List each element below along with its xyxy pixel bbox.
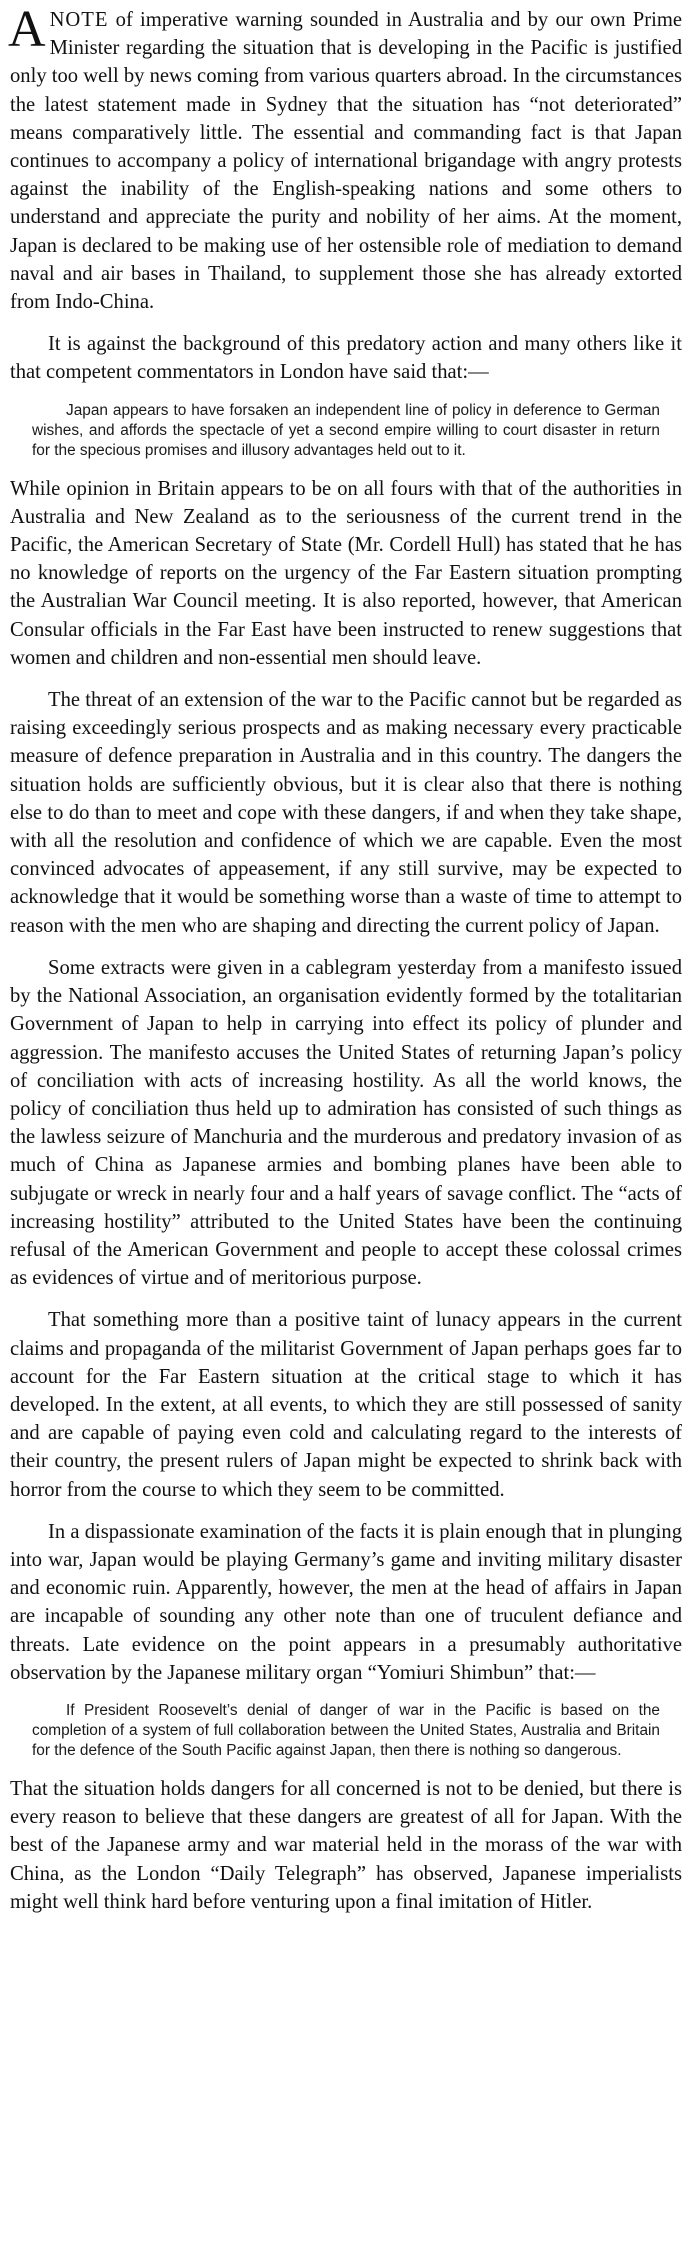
paragraph-1: [8, 1, 682, 316]
article-column: [8, 1, 682, 1930]
paragraph-3: While opinion in Britain appears to be on all fours with that of the authorities in Australia and New Zealand as to the seriousness of the current trend in the Pacific, the American Secretary of State (Mr. Cordell Hull) has stated that he has no knowledge of reports on the urgency of the Far Eastern situation prompting the Australian War Council meeting. It is also reported, however, that American Consular officials in the Far East have been instructed to renew suggestions that women and children and non-essential men should leave.: [10, 477, 682, 669]
paragraph-5: Some extracts were given in a cablegram yesterday from a manifesto issued by the National Association, an organisation evidently formed by the totalitarian Government of Japan to help in carrying into effect its policy of plunder and aggression. The manifesto accuses the United States of returning Japan’s policy of conciliation with acts of increasing hostility. As all the world knows, the policy of conciliation thus held up to admiration has consisted of such things as the lawless seizure of Manchuria and the murderous and predatory invasion of as much of China as Japanese armies and bombing planes have been able to subjugate or wreck in nearly four and a half years of savage conflict. The “acts of increasing hostility” attributed to the United States have been the continuing refusal of the American Government and people to accept these colossal crimes as evidences of virtue and of meritorious purpose.: [10, 956, 682, 1290]
paragraph-1-text: of imperative warning sounded in Australia and by our own Prime Minister regarding the situation that is developing in the Pacific is justified only too well by news coming from various quarters abroad. In the circumstances the latest statement made in Sydney that the situation has “not deteriorated” means comparatively little. The essential and commanding fact is that Japan continues to accompany a policy of international brigandage with angry protests against the inability of the English-speaking nations and some others to understand and appreciate the purity and nobility of her aims. At the moment, Japan is declared to be making use of her ostensible role of mediation to demand naval and air bases in Thailand, to supplement those she has already extorted from Indo-China.: [10, 9, 682, 314]
paragraph-2: It is against the background of this predatory action and many others like it that competent commentators in London have said that:—: [10, 333, 682, 384]
drop-cap: A: [8, 1, 46, 58]
paragraph-8: That the situation holds dangers for all concerned is not to be denied, but there is every reason to believe that these dangers are greatest of all for Japan. With the best of the Japanese army and war material held in the morass of the war with China, as the London “Daily Telegraph” has observed, Japanese imperialists might well think hard before venturing upon a final imitation of Hitler.: [10, 1777, 682, 1913]
block-quote-1: Japan appears to have forsaken an independent line of policy in deference to German wishes, and affords the spectacle of yet a second empire willing to court disaster in return for the specious promises and illusory advantages held out to it.: [32, 401, 660, 459]
paragraph-4: The threat of an extension of the war to the Pacific cannot but be regarded as raising exceedingly serious prospects and as making necessary every practicable measure of defence preparation in Australia and in this country. The dangers the situation holds are sufficiently obvious, but it is clear also that there is nothing else to do than to meet and cope with these dangers, if and when they take shape, with all the resolution and confidence of which we are capable. Even the most convinced advocates of appeasement, if any still survive, may be expected to acknowledge that it would be something worse than a waste of time to attempt to reason with the men who are shaping and directing the current policy of Japan.: [10, 689, 682, 937]
paragraph-6: That something more than a positive taint of lunacy appears in the current claims and propaganda of the militarist Government of Japan perhaps goes far to account for the Far Eastern situation at the critical stage to which it has developed. In the extent, at all events, to which they are still possessed of sanity and are capable of paying even cold and calculating regard to the interests of their country, the present rulers of Japan might be expected to shrink back with horror from the course to which they seem to be committed.: [10, 1309, 682, 1501]
paragraph-7: In a dispassionate examination of the facts it is plain enough that in plunging into war, Japan would be playing Germany’s game and inviting military disaster and economic ruin. Apparently, however, the men at the head of affairs in Japan are incapable of sounding any other note than one of truculent defiance and threats. Late evidence on the point appears in a presumably authoritative observation by the Japanese military organ “Yomiuri Shimbun” that:—: [10, 1520, 682, 1684]
block-quote-2: If President Roosevelt’s denial of danger of war in the Pacific is based on the completion of a system of full collaboration between the United States, Australia and Britain for the defence of the South Pacific against Japan, then there is nothing so dangerous.: [32, 1701, 660, 1759]
lead-word: NOTE: [49, 9, 109, 31]
